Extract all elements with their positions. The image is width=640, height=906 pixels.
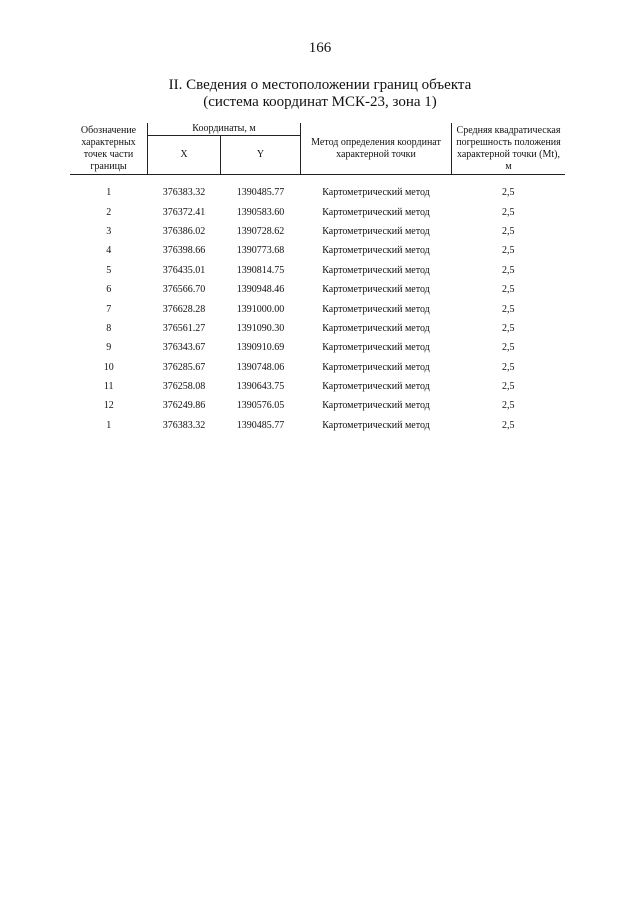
method-cell: Картометрический метод [322,284,430,296]
y-cell: 1390814.75 [236,264,285,276]
x-cell: 376383.32 [162,187,206,199]
title-line-1: II. Сведения о местоположении границ объекта [168,77,472,93]
x-cell: 376398.66 [162,245,206,257]
point-cell: 11 [103,381,114,393]
point-cell: 8 [106,322,112,334]
method-cell: Картометрический метод [322,264,430,276]
error-cell: 2,5 [502,419,515,431]
method-cell: Картометрический метод [322,381,430,393]
table-row [70,358,565,377]
error-cell: 2,5 [502,206,515,218]
point-cell: 12 [103,400,114,412]
table-row [70,261,565,280]
table-row [70,175,565,203]
x-cell: 376285.67 [162,361,206,373]
error-cell: 2,5 [502,264,515,276]
y-cell: 1390773.68 [236,245,285,257]
y-cell: 1390643.75 [236,381,285,393]
y-cell: 1390485.77 [236,187,285,199]
error-cell: 2,5 [502,284,515,296]
error-cell: 2,5 [502,361,515,373]
table-row [70,396,565,415]
method-cell: Картометрический метод [322,361,430,373]
header-y: Y [221,136,301,175]
point-cell: 6 [106,284,112,296]
table-row [70,222,565,241]
table-row [70,377,565,396]
y-cell: 1390748.06 [236,361,285,373]
table-row [70,280,565,299]
error-cell: 2,5 [502,225,515,237]
method-cell: Картометрический метод [322,187,430,199]
error-cell: 2,5 [502,303,515,315]
point-cell: 2 [106,206,112,218]
document-title [0,77,640,111]
method-cell: Картометрический метод [322,400,430,412]
header-error: Средняя квадратическая погрешность положения характерной точки (Мt), м [452,123,566,175]
header-designation: Обозначение характерных точек части границы [70,123,148,175]
point-cell: 5 [106,264,112,276]
header-x: X [148,136,221,175]
table-row [70,202,565,221]
page-number: 166 [308,40,332,56]
error-cell: 2,5 [502,400,515,412]
y-cell: 1390948.46 [236,284,285,296]
y-cell: 1391000.00 [236,303,285,315]
table-row [70,241,565,260]
y-cell: 1390485.77 [236,419,285,431]
method-cell: Картометрический метод [322,245,430,257]
table-row [70,319,565,338]
x-cell: 376566.70 [162,284,206,296]
error-cell: 2,5 [502,245,515,257]
title-line-2: (система координат МСК-23, зона 1) [203,94,437,110]
x-cell: 376372.41 [162,206,206,218]
point-cell: 10 [103,361,114,373]
error-cell: 2,5 [502,342,515,354]
point-cell: 4 [106,245,112,257]
y-cell: 1390728.62 [236,225,285,237]
x-cell: 376561.27 [162,322,206,334]
error-cell: 2,5 [502,322,515,334]
table-body [70,175,565,436]
point-cell: 7 [106,303,112,315]
table-row [70,299,565,318]
error-cell: 2,5 [502,381,515,393]
method-cell: Картометрический метод [322,419,430,431]
x-cell: 376343.67 [162,342,206,354]
y-cell: 1390583.60 [236,206,285,218]
method-cell: Картометрический метод [322,303,430,315]
x-cell: 376258.08 [162,381,206,393]
x-cell: 376383.32 [162,419,206,431]
table-row [70,416,565,435]
y-cell: 1390910.69 [236,342,285,354]
point-cell: 1 [106,187,112,199]
point-cell: 9 [106,342,112,354]
point-cell: 1 [106,419,112,431]
method-cell: Картометрический метод [322,322,430,334]
point-cell: 3 [106,225,112,237]
table-row [70,338,565,357]
method-cell: Картометрический метод [322,206,430,218]
error-cell: 2,5 [502,187,515,199]
x-cell: 376435.01 [162,264,206,276]
method-cell: Картометрический метод [322,225,430,237]
x-cell: 376249.86 [162,400,206,412]
header-method: Метод определения координат характерной точки [301,123,452,175]
method-cell: Картометрический метод [322,342,430,354]
coordinates-table [70,123,565,435]
header-coordinates: Координаты, м [148,123,301,136]
y-cell: 1390576.05 [236,400,285,412]
x-cell: 376386.02 [162,225,206,237]
y-cell: 1391090.30 [236,322,285,334]
x-cell: 376628.28 [162,303,206,315]
